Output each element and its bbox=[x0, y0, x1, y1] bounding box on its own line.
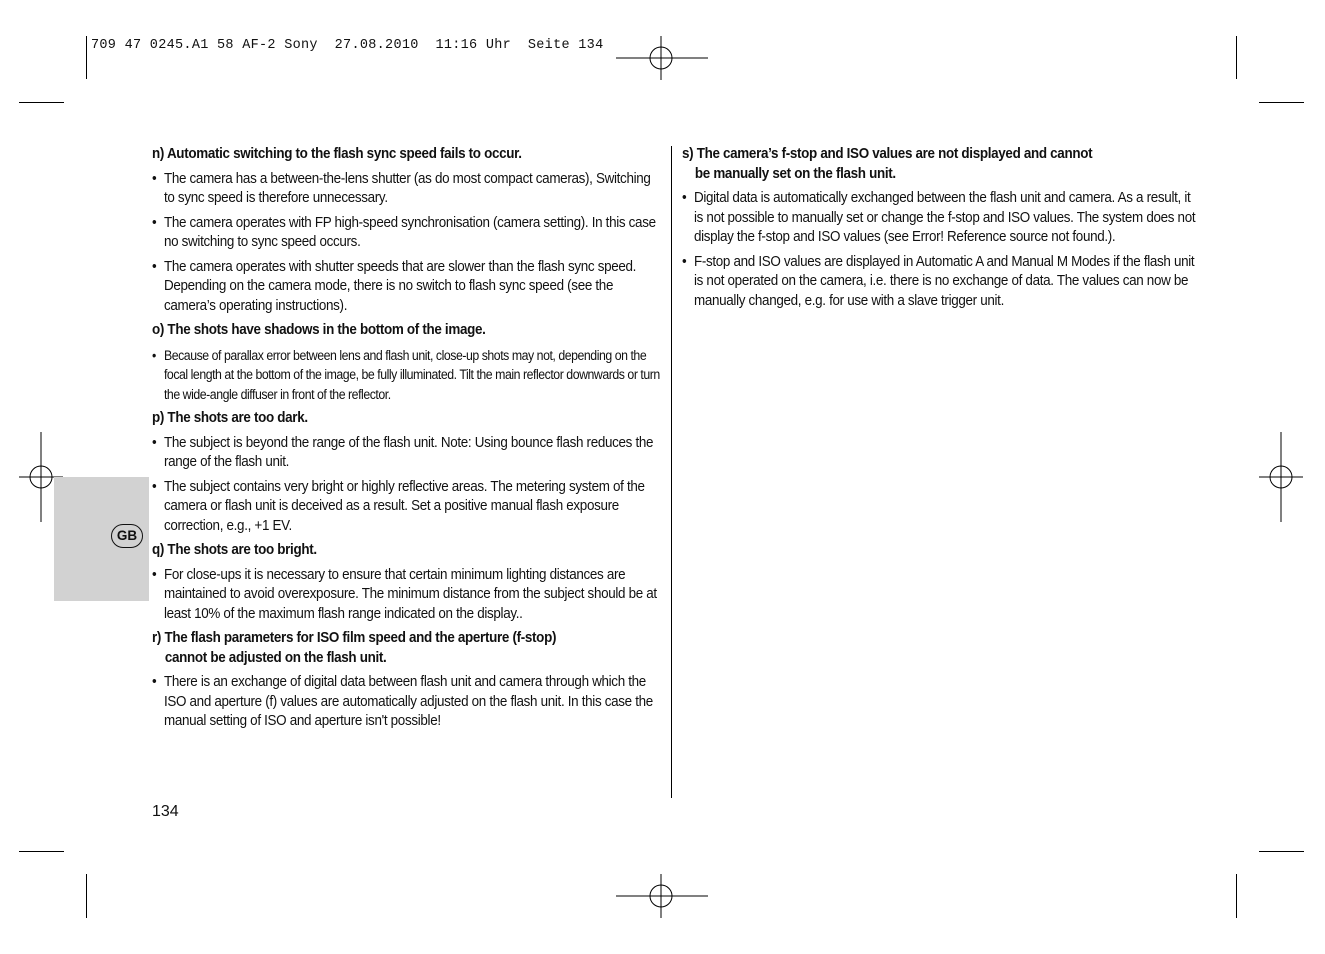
column-divider bbox=[671, 146, 672, 798]
section-heading-line1: r) The flash parameters for ISO film speed and the aperture (f-stop) bbox=[152, 630, 557, 646]
section-heading bbox=[682, 145, 1197, 184]
print-slug: 709 47 0245.A1 58 AF-2 Sony 27.08.2010 11:16 Uhr Seite 134 bbox=[91, 38, 604, 53]
list-item: • There is an exchange of digital data between flash unit and camera through which the ISO and aperture (f) values are automatically adjusted on the flash unit. In this case the manual setting of ISO and aperture isn't possible! bbox=[152, 673, 663, 732]
section-heading-line2: cannot be adjusted on the flash unit. bbox=[164, 649, 387, 666]
registration-mark-icon bbox=[616, 36, 708, 80]
list-item: • The camera operates with FP high-speed synchronisation (camera setting). In this case no switching to sync speed occurs. bbox=[152, 214, 663, 253]
crop-mark bbox=[1236, 36, 1237, 79]
section-heading-line1: s) The camera’s f-stop and ISO values are not displayed and cannot bbox=[682, 146, 1093, 162]
list-item: • F-stop and ISO values are displayed in Automatic A and Manual M Modes if the flash unit is not operated on the camera, i.e. there is no exchange of data. The values can now be manually changed, e.g. for use with a slave trigger unit. bbox=[682, 253, 1197, 312]
page-number: 134 bbox=[152, 803, 179, 820]
registration-mark-icon bbox=[1259, 432, 1303, 522]
list-item: • The subject is beyond the range of the flash unit. Note: Using bounce flash reduces the range of the flash unit. bbox=[152, 434, 663, 473]
right-column bbox=[682, 145, 1197, 316]
section-heading: o) The shots have shadows in the bottom of the image. bbox=[152, 322, 486, 338]
crop-mark bbox=[1236, 874, 1237, 918]
crop-mark bbox=[19, 851, 64, 852]
crop-mark bbox=[1259, 851, 1304, 852]
left-column bbox=[152, 145, 663, 737]
list-item: • For close-ups it is necessary to ensure that certain minimum lighting distances are maintained to avoid overexposure. The minimum distance from the subject should be at least 10% of the maximum flash range indicated on the display.. bbox=[152, 566, 663, 625]
list-item: • The camera operates with shutter speeds that are slower than the flash sync speed. Depending on the camera mode, there is no switch to flash sync speed (see the camera’s operating instructions). bbox=[152, 258, 663, 317]
section-heading: q) The shots are too bright. bbox=[152, 542, 317, 558]
language-badge: GB bbox=[111, 524, 143, 548]
list-item: • The subject contains very bright or highly reflective areas. The metering system of the camera or flash unit is deceived as a result. Set a positive manual flash exposure correction, e.g., +1 EV. bbox=[152, 478, 663, 537]
section-heading: n) Automatic switching to the flash sync speed fails to occur. bbox=[152, 146, 522, 162]
crop-mark bbox=[19, 102, 64, 103]
list-item: • The camera has a between-the-lens shutter (as do most compact cameras), Switching to sync speed is therefore unnecessary. bbox=[152, 170, 663, 209]
section-heading-line2: be manually set on the flash unit. bbox=[694, 165, 896, 182]
crop-mark bbox=[86, 36, 87, 79]
list-item: • Digital data is automatically exchanged between the flash unit and camera. As a result, it is not possible to manually set or change the f-stop and ISO values. The system does not display the f-stop and ISO values (see Error! Reference source not found.). bbox=[682, 189, 1197, 248]
registration-mark-icon bbox=[616, 874, 708, 918]
section-heading bbox=[152, 629, 663, 668]
crop-mark bbox=[86, 874, 87, 918]
crop-mark bbox=[1259, 102, 1304, 103]
section-heading: p) The shots are too dark. bbox=[152, 410, 308, 426]
list-item: • Because of parallax error between lens and flash unit, close-up shots may not, depending on the focal length at the bottom of the image, be fully illuminated. Tilt the main reflector downwards or turn the wide-angle diffuser in front of the reflector. bbox=[152, 346, 663, 405]
